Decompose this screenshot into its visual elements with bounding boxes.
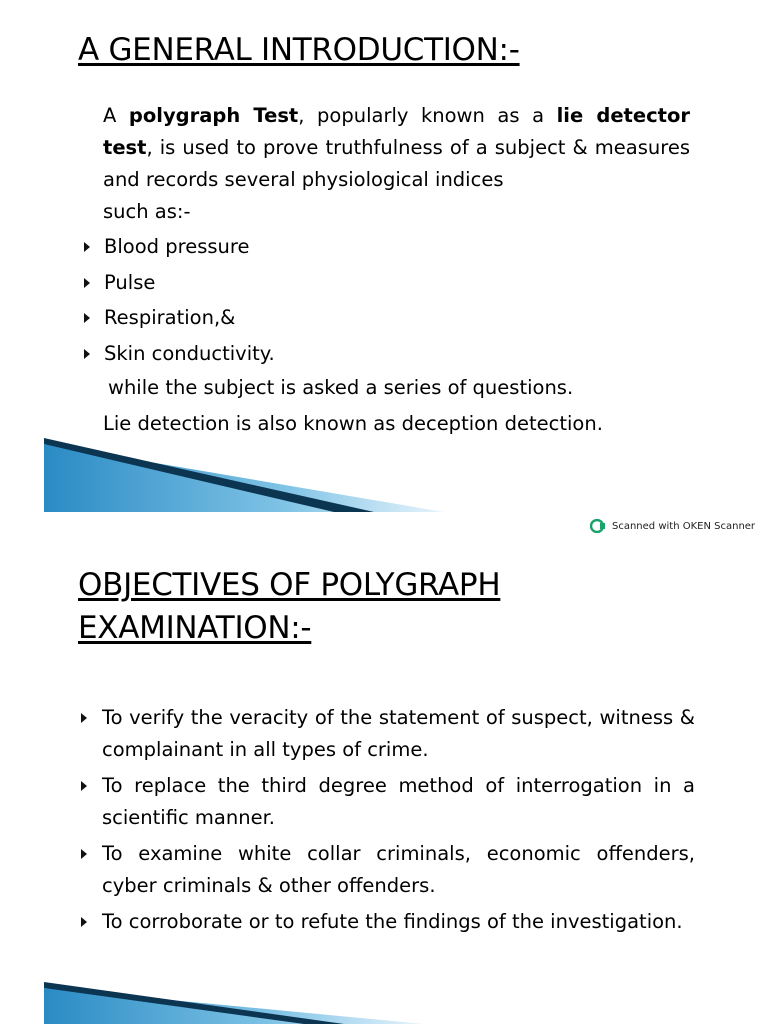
slide-objectives <box>44 538 768 1024</box>
para-text: , popularly known as a <box>298 104 557 127</box>
slide-title: A GENERAL INTRODUCTION:- <box>78 32 520 68</box>
list-item <box>81 838 695 902</box>
triangle-bullet-icon <box>81 849 87 859</box>
oken-scanner-logo-icon <box>590 519 606 533</box>
list-item <box>84 267 704 303</box>
triangle-bullet-icon <box>81 917 87 927</box>
triangle-bullet-icon <box>81 781 87 791</box>
indices-list <box>84 231 704 373</box>
triangle-bullet-icon <box>84 278 90 288</box>
note-questions: while the subject is asked a series of questions. <box>108 376 574 399</box>
triangle-bullet-icon <box>84 313 90 323</box>
decorative-swoosh <box>44 438 444 512</box>
para-text: , is used to prove truthfulness of a subject & measures and records several physiological indices <box>103 136 690 191</box>
list-item <box>84 231 704 267</box>
list-item-text: Pulse <box>104 270 156 294</box>
list-item-text: Skin conductivity. <box>104 341 275 365</box>
list-item-text: To corroborate or to refute the findings of the investigation. <box>102 910 683 933</box>
list-item <box>84 302 704 338</box>
para-bold-term: lie detector test <box>103 104 690 159</box>
slide-title <box>78 564 500 650</box>
scanner-label: Scanned with OKEN Scanner <box>612 520 756 532</box>
intro-paragraph <box>103 100 690 228</box>
scanner-watermark <box>590 516 755 536</box>
title-line: OBJECTIVES OF POLYGRAPH <box>78 567 501 603</box>
list-item <box>81 906 695 938</box>
triangle-bullet-icon <box>84 242 90 252</box>
list-item-text: Respiration,& <box>104 306 236 329</box>
list-item-text: Blood pressure <box>104 235 250 258</box>
para-text: such as:- <box>103 200 191 223</box>
list-item-text: To verify the veracity of the statement of suspect, witness & complainant in all types of crime. <box>102 706 695 761</box>
objectives-list <box>81 702 695 942</box>
decorative-swoosh <box>44 982 424 1024</box>
list-item-text: To replace the third degree method of interrogation in a scientific manner. <box>102 774 695 829</box>
triangle-bullet-icon <box>84 349 90 359</box>
list-item <box>81 702 695 766</box>
list-item-text: To examine white collar criminals, economic offenders, cyber criminals & other offenders. <box>102 842 695 897</box>
para-text: A <box>103 104 129 127</box>
title-line: EXAMINATION:- <box>78 610 312 646</box>
triangle-bullet-icon <box>81 713 87 723</box>
list-item <box>84 338 704 374</box>
note-deception: Lie detection is also known as deception detection. <box>103 412 603 435</box>
slide-introduction <box>44 0 768 512</box>
list-item <box>81 770 695 834</box>
para-bold-term: polygraph Test <box>128 104 299 127</box>
